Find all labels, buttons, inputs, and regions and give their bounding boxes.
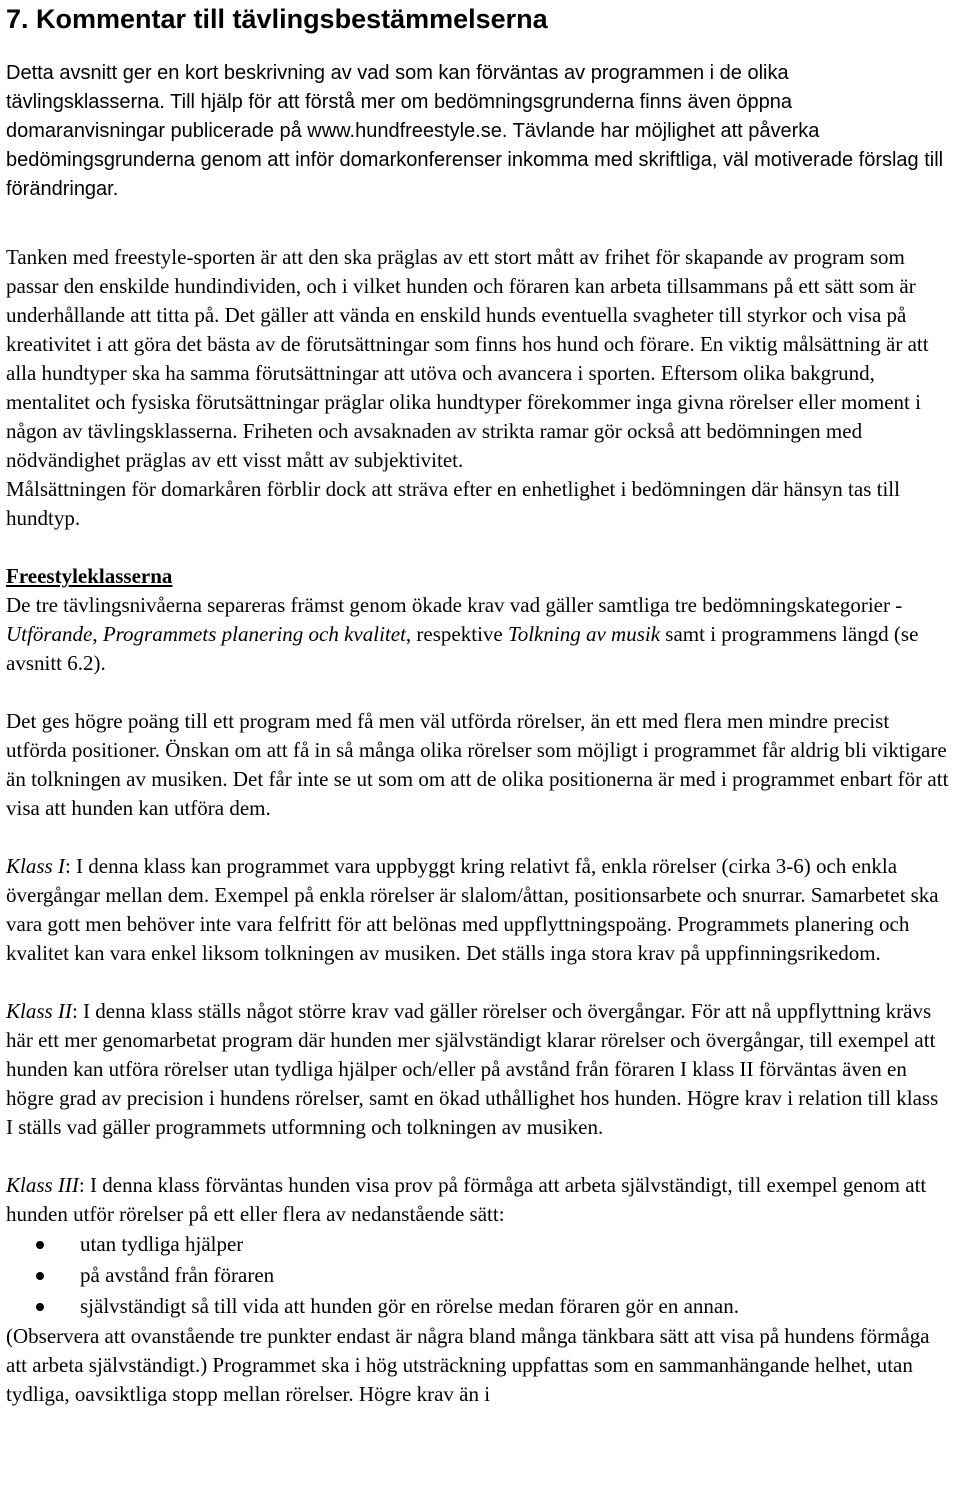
bullet-text: självständigt så till vida att hunden gör en rörelse medan föraren gör en annan. bbox=[80, 1294, 739, 1318]
spacer bbox=[6, 1142, 950, 1171]
bullet-icon bbox=[36, 1303, 44, 1311]
category-tolkning-av-musik: Tolkning av musik bbox=[507, 622, 661, 646]
spacer bbox=[6, 36, 950, 59]
bullet-icon bbox=[36, 1272, 44, 1280]
tanken-paragraph: Tanken med freestyle-sporten är att den ska präglas av ett stort mått av frihet för skapande av program som passar den enskilde hundindividen, och i vilket hunden och föraren kan arbeta tillsammans på ett sätt som är underhållande att titta på. Det gäller att vända en enskild hunds eventuella svagheter till styrkor och visa på kreativitet i att göra det bästa av de förutsättningar som finns hos hund och förare. En viktig målsättning är att alla hundtyper ska ha samma förutsättningar att utöva och avancera i sporten. Eftersom olika bakgrund, mentalitet och fysiska förutsättningar präglar olika hundtyper förekommer inga givna rörelser eller moment i någon av tävlingsklasserna. Friheten och avsaknaden av strikta ramar gör också att bedömningen med nödvändighet präglas av ett visst mått av subjektivitet. bbox=[6, 245, 929, 472]
section-heading: 7. Kommentar till tävlingsbestämmelserna bbox=[6, 4, 548, 34]
spacer bbox=[6, 204, 950, 243]
spacer bbox=[6, 968, 950, 997]
list-item bbox=[6, 1291, 950, 1322]
bullet-text: utan tydliga hjälper bbox=[80, 1232, 244, 1256]
klass-3-paragraph bbox=[6, 1171, 950, 1229]
poang-paragraph: Det ges högre poäng till ett program med få men väl utförda rörelser, än ett med flera men mindre precist utförda positioner. Önskan om att få in så många olika rörelser som möjligt i programmet får aldrig bli viktigare än tolkningen av musiken. Det får inte se ut som om att de olika positionerna är med i programmet enbart för att visa att hunden kan utföra dem. bbox=[6, 709, 949, 820]
category-programmets-planering: Programmets planering och kvalitet bbox=[102, 622, 406, 646]
klass-1-paragraph bbox=[6, 852, 950, 968]
klass-3-after-paragraph: (Observera att ovanstående tre punkter endast är några bland många tänkbara sätt att visa på hundens förmåga att arbeta självständigt.) Programmet ska i hög utsträckning uppfattas som en sammanhängande helhet, utan tydliga, oavsiktliga stopp mellan rörelser. Högre krav än i bbox=[6, 1324, 930, 1406]
klass-3-bullet-list bbox=[6, 1229, 950, 1322]
freestyle-sep-2: , respektive bbox=[405, 622, 508, 646]
category-utforande: Utförande bbox=[6, 622, 93, 646]
freestyle-heading-text: Freestyleklasserna bbox=[6, 564, 173, 588]
bullet-text: på avstånd från föraren bbox=[80, 1263, 275, 1287]
klass-2-label: Klass II bbox=[6, 999, 72, 1023]
klass-3-label: Klass III bbox=[6, 1173, 79, 1197]
freestyle-paragraph bbox=[6, 591, 950, 678]
freestyle-heading bbox=[6, 562, 950, 591]
malsattning-paragraph: Målsättningen för domarkåren förblir dock att sträva efter en enhetlighet i bedömningen där hänsyn tas till hundtyp. bbox=[6, 477, 900, 530]
klass-2-text: : I denna klass ställs något större krav vad gäller rörelser och övergångar. För att nå uppflyttning krävs här ett mer genomarbetat program där hunden mer självständigt klarar rörelser och övergångar, till exempel att hunden kan utföra rörelser utan tydliga hjälper och/eller på avstånd från föraren I klass II förväntas även en högre grad av precision i hundens rörelser, samt en ökad uthållighet hos hunden. Högre krav i relation till klass I ställs vad gäller programmets utformning och tolkningen av musiken. bbox=[6, 999, 939, 1139]
intro-paragraph: Detta avsnitt ger en kort beskrivning av vad som kan förväntas av programmen i de olika tävlingsklasserna. Till hjälp för att förstå mer om bedömningsgrunderna finns även öppna domaranvisningar publicerade på www.hundfreestyle.se. Tävlande har möjlighet att påverka bedömingsgrunderna genom att inför domarkonferenser inkomma med skriftliga, väl motiverade förslag till förändringar. bbox=[6, 62, 944, 200]
freestyle-text-2: samt i programmens längd (se avsnitt 6.2). bbox=[6, 622, 919, 675]
spacer bbox=[6, 823, 950, 852]
klass-3-text: : I denna klass förväntas hunden visa prov på förmåga att arbeta självständigt, till exempel genom att hunden utför rörelser på ett eller flera av nedanstående sätt: bbox=[6, 1173, 927, 1226]
bullet-icon bbox=[36, 1241, 44, 1249]
list-item bbox=[6, 1229, 950, 1260]
spacer bbox=[6, 533, 950, 562]
spacer bbox=[6, 678, 950, 707]
klass-1-label: Klass I bbox=[6, 854, 65, 878]
klass-2-paragraph bbox=[6, 997, 950, 1142]
freestyle-text-1: De tre tävlingsnivåerna separeras främst genom ökade krav vad gäller samtliga tre bedömningskategorier - bbox=[6, 593, 903, 617]
klass-1-text: : I denna klass kan programmet vara uppbyggt kring relativt få, enkla rörelser (cirka 3-6) och enkla övergångar mellan dem. Exempel på enkla rörelser är slalom/åttan, positionsarbete och snurrar. Samarbetet ska vara gott men behöver inte vara felfritt för att belönas med uppflyttningspoäng. Programmets planering och kvalitet kan vara enkel liksom tolkningen av musiken. Det ställs inga stora krav på uppfinningsrikedom. bbox=[6, 854, 939, 965]
list-item bbox=[6, 1260, 950, 1291]
freestyle-sep-1: , bbox=[92, 622, 103, 646]
